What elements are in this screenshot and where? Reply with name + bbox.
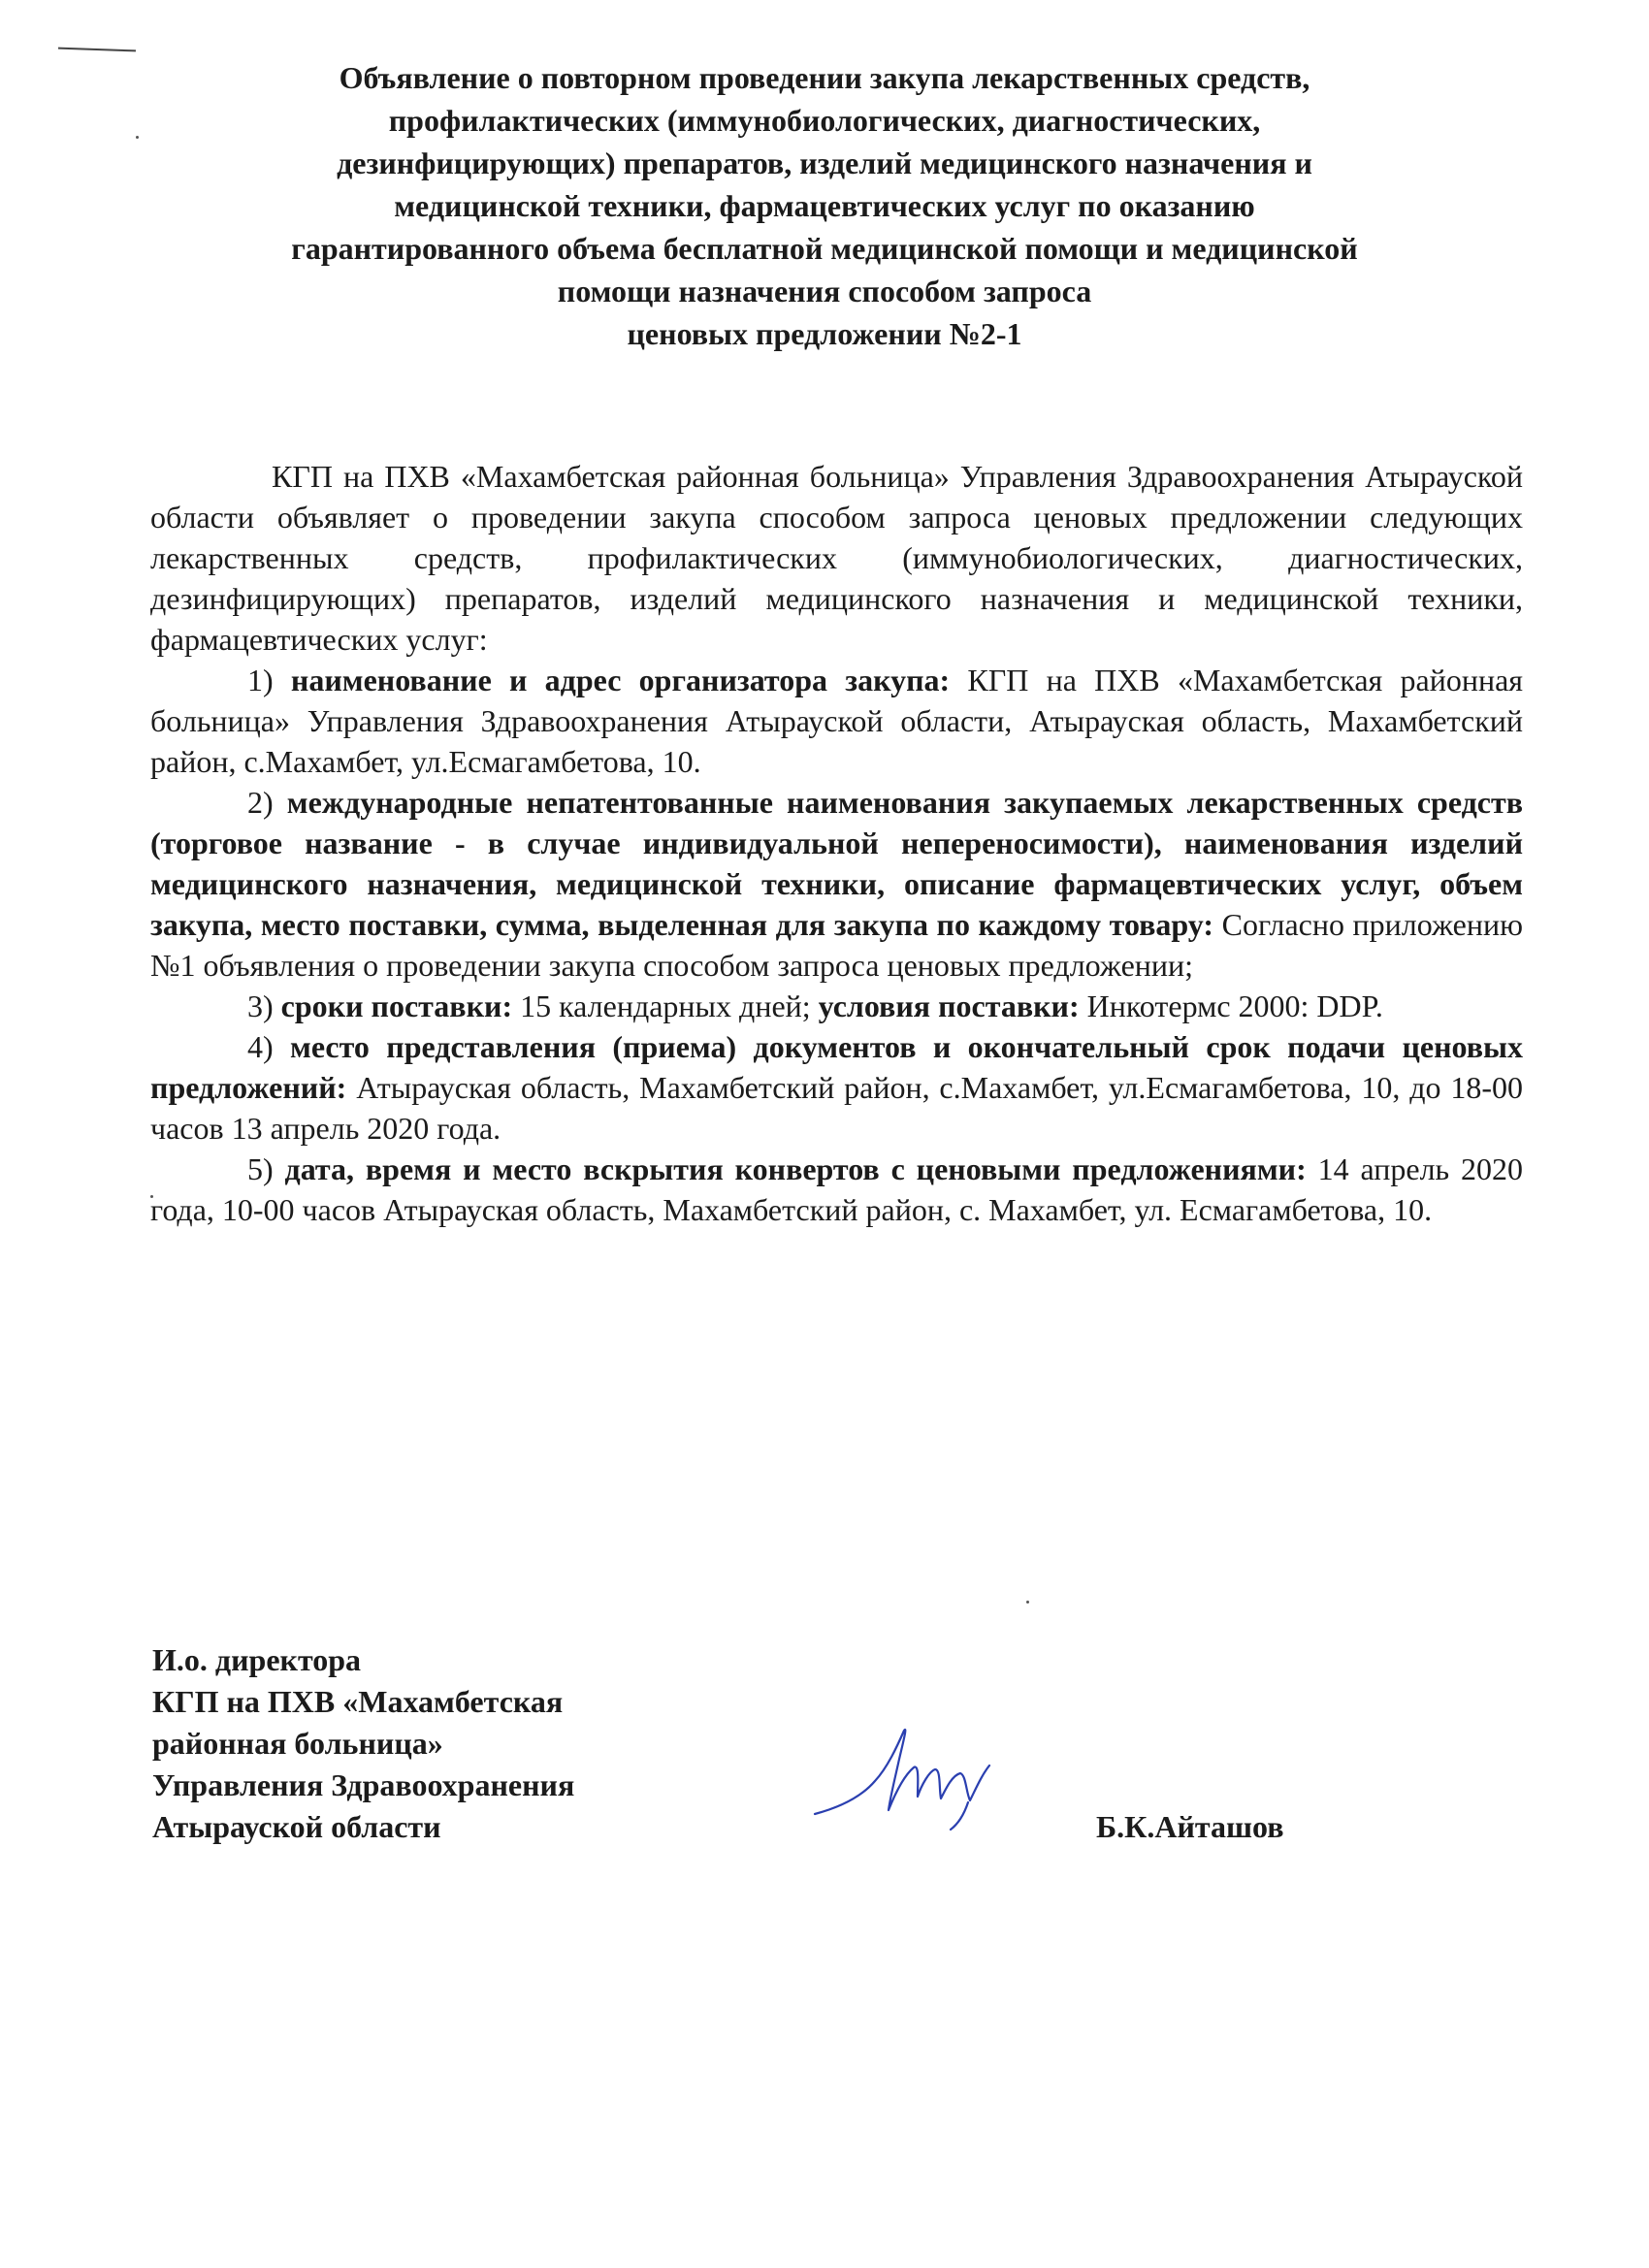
handwritten-signature <box>805 1717 999 1833</box>
item-label: условия поставки: <box>818 988 1080 1023</box>
item-number: 2) <box>247 785 274 820</box>
item-3 <box>150 986 1523 1026</box>
scan-speck <box>1026 1601 1029 1604</box>
item-text: Согласно приложению №1 объявления о проведении закупа способом запроса ценовых предложении; <box>150 907 1524 983</box>
signatory-line: Управления Здравоохранения <box>152 1767 575 1802</box>
item-text: Атырауская область, Махамбетский район, с.Махамбет, ул.Есмагамбетова, 10, до 18-00 часов 13 апрель 2020 года. <box>150 1070 1524 1146</box>
item-text: 14 апрель 2020 года, 10-00 часов Атырауская область, Махамбетский район, с. Махамбет, ул. Есмагамбетова, 10. <box>150 1151 1524 1227</box>
scan-artifact <box>58 48 136 52</box>
item-text: Инкотермс 2000: DDP. <box>1086 988 1383 1023</box>
item-text: КГП на ПХВ «Махамбетская районная больница» Управления Здравоохранения Атырауской области, Атырауская область, Махамбетский район, с.Махамбет, ул.Есмагамбетова, 10. <box>150 663 1524 779</box>
title-line: медицинской техники, фармацевтических услуг по оказанию <box>394 188 1255 223</box>
title-line: профилактических (иммунобиологических, диагностических, <box>388 103 1261 138</box>
title-line: гарантированного объема бесплатной медицинской помощи и медицинской <box>291 231 1358 266</box>
item-label: место представления (приема) документов и окончательный срок подачи ценовых предложений: <box>150 1029 1524 1105</box>
scan-speck <box>136 136 139 139</box>
signatory-line: И.о. директора <box>152 1642 362 1677</box>
item-number: 5) <box>247 1151 274 1186</box>
item-4 <box>150 1026 1523 1149</box>
signatory-line: Атырауской области <box>152 1809 441 1844</box>
announcement-title <box>165 56 1484 355</box>
title-line: дезинфицирующих) препаратов, изделий медицинского назначения и <box>337 146 1312 180</box>
item-label: сроки поставки: <box>280 988 513 1023</box>
item-label: международные непатентованные наименования закупаемых лекарственных средств (торговое название - в случае индивидуальной непереносимости), наименования изделий медицинского назначения, медицинской техники, описание фармацевтических услуг, объем закупа, место поставки, сумма, выделенная для закупа по каждому товару: <box>150 785 1524 942</box>
signatory-block <box>152 1639 574 1848</box>
signer-name: Б.К.Айташов <box>1096 1809 1284 1844</box>
item-5 <box>150 1149 1523 1230</box>
announcement-body <box>150 456 1523 1230</box>
item-label: наименование и адрес организатора закупа: <box>290 663 951 697</box>
signatory-line: районная больница» <box>152 1726 443 1761</box>
item-text: 15 календарных дней; <box>512 988 811 1023</box>
title-line: помощи назначения способом запроса <box>557 274 1092 308</box>
signatory-line: КГП на ПХВ «Махамбетская <box>152 1684 564 1719</box>
item-number: 4) <box>247 1029 274 1064</box>
item-1 <box>150 660 1523 782</box>
intro-paragraph: КГП на ПХВ «Махамбетская районная больница» Управления Здравоохранения Атырауской области объявляет о проведении закупа способом запроса ценовых предложении следующих лекарственных средств, профилактических (иммунобиологических, диагностических, дезинфицирующих) препаратов, изделий медицинского назначения и медицинской техники, фармацевтических услуг: <box>150 459 1523 657</box>
item-2 <box>150 782 1523 986</box>
title-line: ценовых предложении №2-1 <box>627 316 1022 351</box>
item-label: дата, время и место вскрытия конвертов с ценовыми предложениями: <box>284 1151 1307 1186</box>
item-number: 3) <box>247 988 274 1023</box>
title-line: Объявление о повторном проведении закупа лекарственных средств, <box>339 60 1310 95</box>
item-number: 1) <box>247 663 274 697</box>
